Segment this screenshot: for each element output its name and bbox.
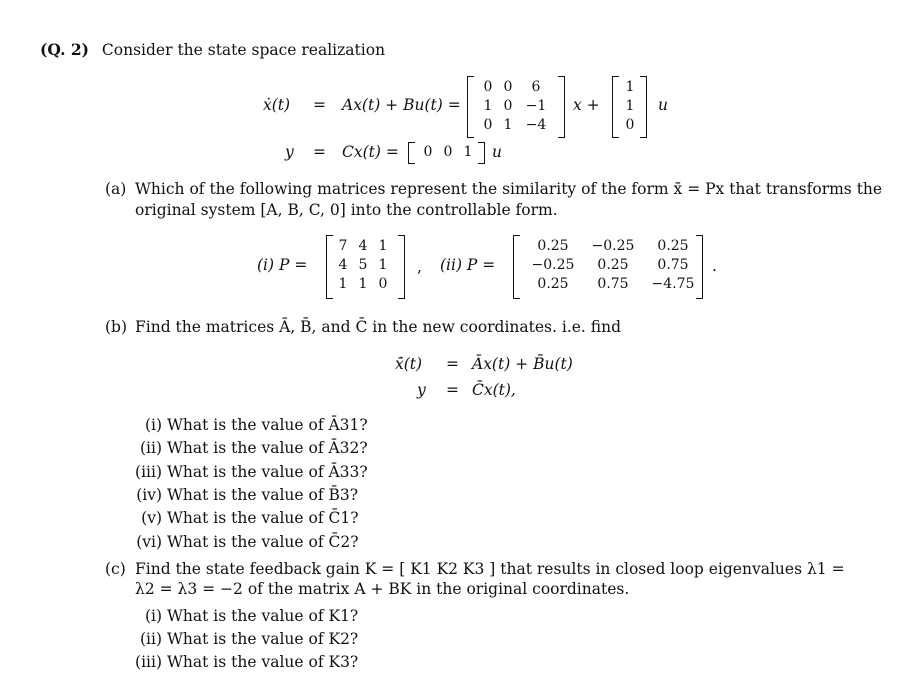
question-label: (Q. 2): [40, 40, 89, 59]
question-number: (iii): [135, 462, 162, 481]
part-c-line1: Find the state feedback gain K = [ K1 K2 K3 ] that results in closed loop eigenvalues λ1 =: [135, 560, 845, 578]
matrix-entry: 0.25: [537, 238, 569, 254]
option-comma: ,: [417, 258, 422, 276]
matrix-entry: 1: [483, 98, 493, 114]
question-number: (i): [144, 607, 162, 625]
p2-bracket-left: [513, 235, 520, 299]
question-text: What is the value of C̄2?: [167, 532, 359, 551]
matrix-p2: [523, 237, 703, 294]
question-number: (ii): [139, 439, 162, 458]
y-lhs: y: [285, 143, 294, 161]
matrix-entry: 0: [483, 79, 493, 95]
question-text: What is the value of Ā33?: [167, 462, 368, 481]
matrix-b: [620, 78, 640, 135]
part-b-eq2-rhs: C̄x(t),: [472, 381, 516, 399]
part-c-line2: λ2 = λ3 = −2 of the matrix A + BK in the original coordinates.: [135, 580, 630, 598]
part-b-eq1-mid: =: [446, 355, 459, 373]
p1-bracket-right: [398, 235, 405, 299]
question-number: (iii): [135, 653, 162, 671]
p1-bracket-left: [326, 235, 333, 299]
matrix-entry: −1: [525, 98, 547, 114]
matrix-entry: 4: [338, 257, 348, 273]
part-b-eq1-rhs: Āx(t) + B̄u(t): [472, 355, 573, 373]
question-intro: Consider the state space realization: [101, 41, 386, 59]
question-number: (i): [144, 416, 162, 434]
option-i-label: (i) P =: [257, 256, 308, 274]
xdot-lhs: ẋ(t): [263, 96, 291, 114]
xdot-rhs: Ax(t) + Bu(t) =: [342, 96, 461, 114]
p2-bracket-right: [696, 235, 703, 299]
matrix-entry: 7: [338, 238, 348, 254]
matrix-c: [418, 143, 478, 162]
matrix-entry: 1: [358, 276, 368, 292]
y-u-symbol: u: [492, 143, 502, 161]
matrix-a-bracket-right: [558, 76, 565, 138]
matrix-entry: 1: [625, 79, 635, 95]
part-b-label: (b): [105, 318, 128, 336]
part-b-eq1-lhs: x̄̇(t): [395, 355, 423, 373]
matrix-entry: 5: [358, 257, 368, 273]
question-text: What is the value of K2?: [167, 630, 359, 648]
matrix-entry: 0: [503, 98, 513, 114]
matrix-entry: 1: [378, 238, 388, 254]
matrix-entry: 4: [358, 238, 368, 254]
matrix-entry: −4: [525, 117, 547, 133]
part-a-line1: Which of the following matrices represent the similarity of the form x̄ = Px that transforms the: [135, 180, 883, 198]
matrix-entry: 1: [463, 144, 473, 160]
matrix-entry: 0: [378, 276, 388, 292]
matrix-entry: 0.75: [657, 257, 689, 273]
matrix-entry: 0: [423, 144, 433, 160]
part-b-text: Find the matrices Ā, B̄, and C̄ in the new coordinates. i.e. find: [135, 318, 622, 336]
matrix-entry: 6: [531, 79, 541, 95]
question-text: What is the value of C̄1?: [167, 509, 359, 528]
matrix-entry: 0: [503, 79, 513, 95]
part-a-line2: original system [A, B, C, 0] into the controllable form.: [135, 201, 558, 219]
matrix-b-bracket-left: [612, 76, 619, 138]
question-text: What is the value of K3?: [167, 653, 359, 671]
equals-sign-2: =: [313, 143, 326, 161]
equals-sign: =: [313, 96, 326, 114]
matrix-entry: −0.25: [591, 238, 635, 254]
matrix-entry: 0.25: [537, 276, 569, 292]
matrix-entry: 1: [338, 276, 348, 292]
x-plus: x +: [573, 96, 600, 114]
question-number: (ii): [139, 630, 162, 648]
question-number: (vi): [136, 532, 162, 551]
question-number: (v): [141, 509, 162, 528]
part-b-eq2-mid: =: [446, 381, 459, 399]
matrix-entry: −4.75: [651, 276, 695, 292]
matrix-p1: [333, 237, 393, 294]
u-symbol: u: [658, 96, 668, 114]
part-b-eq2-lhs: y: [417, 381, 426, 399]
matrix-entry: 0.25: [597, 257, 629, 273]
matrix-entry: 0: [443, 144, 453, 160]
option-ii-label: (ii) P =: [440, 256, 496, 274]
matrix-entry: 0.25: [657, 238, 689, 254]
question-text: What is the value of B̄3?: [167, 485, 359, 504]
part-a-label: (a): [105, 180, 127, 198]
question-number: (iv): [136, 485, 162, 504]
matrix-entry: 1: [378, 257, 388, 273]
matrix-b-bracket-right: [640, 76, 647, 138]
matrix-entry: 1: [503, 117, 513, 133]
matrix-a: [478, 78, 554, 135]
question-text: What is the value of K1?: [167, 607, 359, 625]
matrix-entry: −0.25: [531, 257, 575, 273]
matrix-c-bracket-right: [478, 142, 485, 164]
part-c-label: (c): [105, 560, 126, 578]
matrix-entry: 1: [625, 98, 635, 114]
question-header: [40, 40, 385, 59]
question-text: What is the value of Ā31?: [167, 416, 368, 434]
matrix-entry: 0: [625, 117, 635, 133]
option-period: .: [712, 257, 717, 275]
y-rhs: Cx(t) =: [342, 143, 399, 161]
matrix-c-bracket-left: [408, 142, 415, 164]
matrix-entry: 0.75: [597, 276, 629, 292]
matrix-a-bracket-left: [467, 76, 474, 138]
question-text: What is the value of Ā32?: [167, 439, 368, 458]
matrix-entry: 0: [483, 117, 493, 133]
